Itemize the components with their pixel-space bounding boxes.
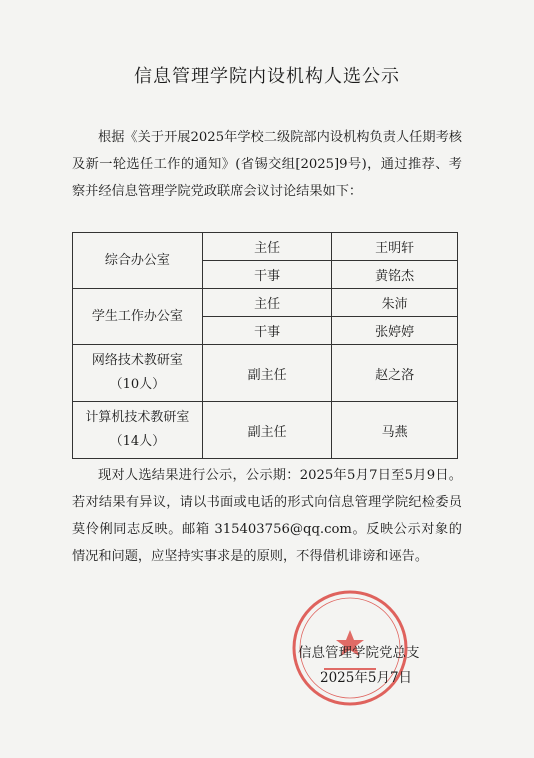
- candidate-table: [72, 232, 458, 459]
- dept-cell: 学生工作办公室: [73, 289, 203, 345]
- dept-name: 计算机技术教研室: [85, 410, 190, 425]
- role-cell: 副主任: [202, 345, 332, 402]
- signature-org: 信息管理学院党总支: [298, 645, 420, 661]
- name-cell: 马燕: [332, 402, 458, 459]
- intro-paragraph: 根据《关于开展2025年学校二级院部内设机构负责人任期考核及新一轮选任工作的通知》(省锡交组[2025]9号)，通过推荐、考察并经信息管理学院党政联席会议讨论结果如下：: [72, 130, 462, 199]
- notice-paragraph: 现对人选结果进行公示，公示期：2025年5月7日至5月9日。若对结果有异议，请以书面或电话的形式向信息管理学院纪检委员莫伶俐同志反映。邮箱 315403756@qq.com。反映公示对象的情况和问题，应坚持实事求是的原则，不得借机诽谤和诬告。: [72, 468, 462, 564]
- dept-cell: 综合办公室: [73, 233, 203, 289]
- table-row: [73, 289, 458, 317]
- role-cell: 干事: [202, 261, 332, 289]
- table-row: [73, 233, 458, 261]
- role-cell: 副主任: [202, 402, 332, 459]
- dept-cell: [73, 345, 203, 402]
- table-row: [73, 345, 458, 402]
- name-cell: 黄铭杰: [332, 261, 458, 289]
- role-cell: 主任: [202, 233, 332, 261]
- dept-name: 网络技术教研室: [91, 353, 183, 368]
- document-title: 信息管理学院内设机构人选公示: [134, 66, 400, 87]
- dept-cell: [73, 402, 203, 459]
- table-row: [73, 402, 458, 459]
- role-cell: 干事: [202, 317, 332, 345]
- name-cell: 张婷婷: [332, 317, 458, 345]
- name-cell: 赵之洛: [332, 345, 458, 402]
- dept-headcount: （14人）: [109, 434, 166, 449]
- role-cell: 主任: [202, 289, 332, 317]
- dept-headcount: （10人）: [109, 377, 166, 392]
- name-cell: 朱沛: [332, 289, 458, 317]
- name-cell: 王明轩: [332, 233, 458, 261]
- signature-date: 2025年5月7日: [320, 670, 413, 686]
